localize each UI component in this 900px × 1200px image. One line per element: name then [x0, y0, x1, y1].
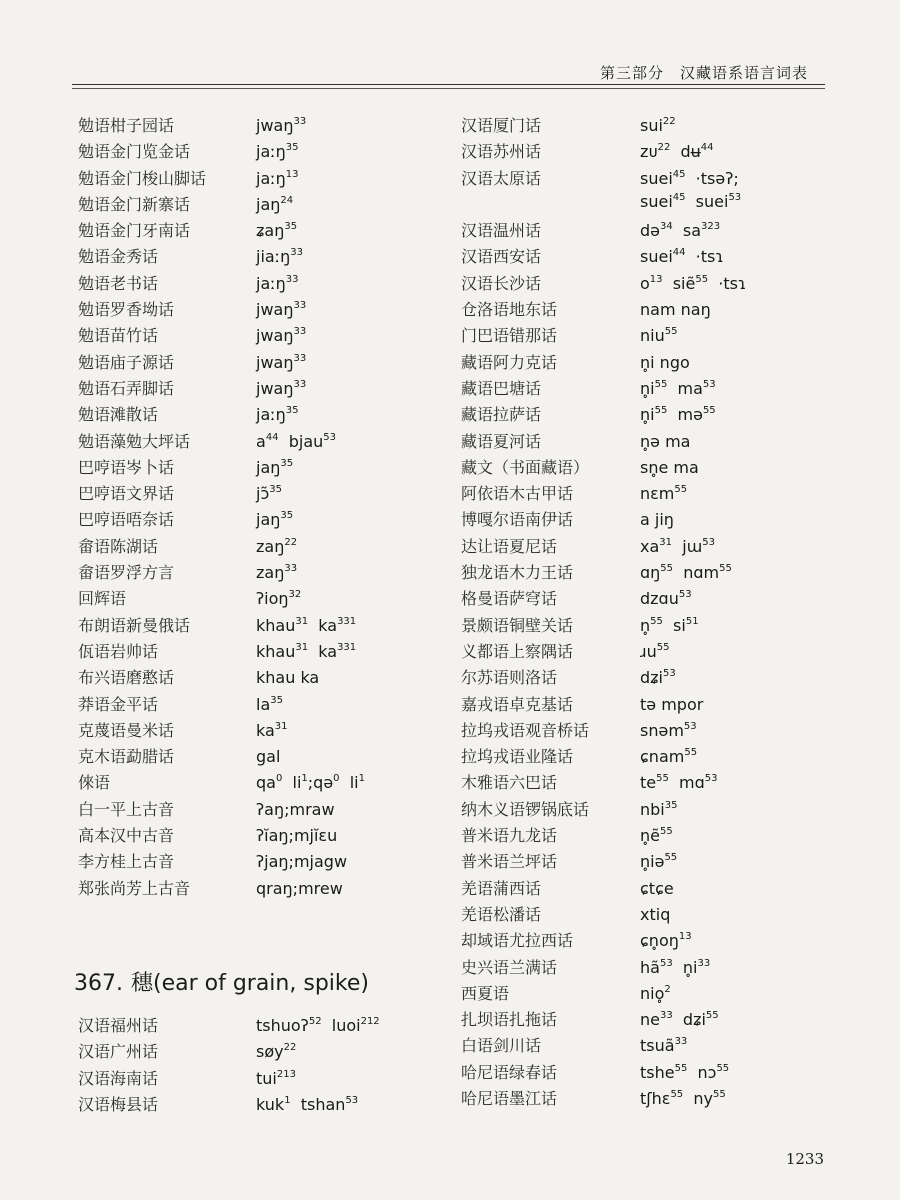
entry-row — [461, 586, 746, 612]
word-form: $n̥i^{55}$ $ma^{53}$ — [640, 378, 716, 398]
entry-row — [461, 665, 746, 691]
language-name: 达让语夏尼话 — [461, 536, 558, 556]
language-name: 藏文（书面藏语） — [461, 457, 590, 477]
language-name: 普米语兰坪话 — [461, 852, 558, 872]
word-form: jaːŋ$^{35}$ — [256, 142, 299, 162]
language-name: 倈语 — [78, 773, 111, 793]
word-form: jaːŋ$^{35}$ — [256, 405, 299, 425]
word-form: ɑŋ$^{55}$ nɑm$^{55}$ — [640, 563, 732, 583]
language-name: 回辉语 — [78, 589, 127, 609]
language-name: 勉语藻勉大坪话 — [78, 431, 191, 451]
language-name: 拉坞戎语观音桥话 — [461, 720, 590, 740]
entry-row — [78, 1092, 380, 1118]
language-name: 勉语柑子园话 — [78, 116, 175, 135]
word-form: jaŋ$^{35}$ — [256, 457, 294, 477]
language-name: 高本汉中古音 — [78, 826, 175, 846]
language-name: 阿依语木古甲话 — [461, 484, 574, 504]
language-name: 木雅语六巴话 — [461, 773, 558, 793]
language-name: 格曼语萨穹话 — [461, 589, 558, 609]
entry-row — [78, 876, 365, 902]
right-column — [461, 113, 746, 1112]
word-form: dʑi$^{53}$ — [640, 668, 676, 688]
word-form: xtiq — [640, 904, 671, 924]
entry-row — [461, 876, 746, 902]
word-form: jaŋ$^{35}$ — [256, 510, 294, 530]
entry-row — [461, 507, 746, 533]
entry-row — [78, 271, 365, 297]
entry-row — [461, 402, 746, 428]
word-form: $te^{55}$ mɑ$^{53}$ — [640, 773, 718, 793]
word-form: jwaŋ$^{33}$ — [256, 352, 307, 372]
language-name: 克蔑语曼米话 — [78, 720, 175, 740]
entry-row — [78, 613, 365, 639]
language-name: 勉语金秀话 — [78, 247, 159, 267]
entry-row — [78, 113, 365, 139]
language-name: 巴哼语文界话 — [78, 484, 175, 504]
language-name: 勉语金门梭山脚话 — [78, 168, 207, 188]
entry-row — [461, 271, 746, 297]
entry-row — [461, 376, 746, 402]
word-form: kuk$^1$ tshan$^{53}$ — [256, 1094, 359, 1114]
entry-row — [78, 244, 365, 270]
language-name: 勉语庙子源话 — [78, 352, 175, 372]
language-name: 畲语罗浮方言 — [78, 563, 175, 583]
language-name: 拉坞戎语业隆话 — [461, 747, 574, 767]
word-form: khau$^{31}$ $ka^{331}$ — [256, 641, 357, 661]
word-form: suei$^{45}$ suei$^{53}$ — [640, 191, 742, 211]
entry-row — [78, 534, 365, 560]
entry-row — [78, 797, 365, 823]
word-form: ʔaŋ;mraw — [256, 799, 335, 819]
section-entries — [78, 1013, 380, 1118]
language-name: 汉语温州话 — [461, 221, 542, 241]
entry-row — [78, 429, 365, 455]
language-name: 藏语拉萨话 — [461, 405, 542, 425]
word-form: tsuã$^{33}$ — [640, 1036, 688, 1056]
language-name: 畲语陈湖话 — [78, 536, 159, 556]
entry-row — [78, 455, 365, 481]
entry-row — [461, 1033, 746, 1059]
section-number: 367. — [74, 971, 123, 996]
language-name: 西夏语 — [461, 983, 510, 1003]
entry-row — [78, 297, 365, 323]
language-name: 羌语松潘话 — [461, 904, 542, 924]
entry-row — [461, 455, 746, 481]
language-name: 勉语金门览金话 — [78, 142, 191, 162]
language-name: 汉语广州话 — [78, 1042, 159, 1062]
word-form: ɕtɕe — [640, 878, 674, 898]
language-name: 勉语苗竹话 — [78, 326, 159, 346]
word-form: ɕnam$^{55}$ — [640, 747, 698, 767]
entry-row — [461, 560, 746, 586]
entry-row — [78, 350, 365, 376]
entry-row — [78, 718, 365, 744]
entry-row — [461, 902, 746, 928]
entry-row — [461, 534, 746, 560]
word-form: tshuoʔ$^{52}$ luoi$^{212}$ — [256, 1016, 380, 1035]
word-form: suei$^{44}$ ·tsɿ — [640, 247, 724, 267]
entry-row — [461, 323, 746, 349]
entry-row — [78, 139, 365, 165]
word-form: zaŋ$^{22}$ — [256, 536, 298, 556]
entry-row — [461, 1060, 746, 1086]
word-form: $qa^0$ $li^1;qə^0$ $li^1$ — [256, 773, 365, 793]
word-form: jɔ̃$^{35}$ — [256, 484, 282, 504]
page-number: 1233 — [785, 1150, 824, 1168]
section-title: 穗(ear of grain, spike) — [130, 971, 369, 996]
header-rule — [72, 84, 825, 85]
entry-row — [78, 849, 365, 875]
language-name: 勉语老书话 — [78, 273, 159, 293]
language-name: 勉语罗香坳话 — [78, 300, 175, 320]
language-name: 巴哼语唔奈话 — [78, 510, 175, 530]
entry-row — [78, 323, 365, 349]
header-text: 第三部分 汉藏语系语言词表 — [599, 64, 808, 82]
language-name: 莽语金平话 — [78, 694, 159, 714]
word-form: a jiŋ — [640, 510, 674, 530]
language-name: 藏语夏河话 — [461, 431, 542, 451]
entry-row — [461, 1007, 746, 1033]
word-form: n̥iə$^{55}$ — [640, 852, 678, 872]
language-name: 藏语阿力克话 — [461, 352, 558, 372]
language-name: 勉语金门牙南话 — [78, 221, 191, 241]
language-name: 布兴语磨憨话 — [78, 668, 175, 688]
word-form: jwaŋ$^{33}$ — [256, 326, 307, 346]
entry-row — [78, 665, 365, 691]
word-form: jiaːŋ$^{33}$ — [256, 247, 303, 267]
language-name: 景颇语铜壁关话 — [461, 615, 574, 635]
entry-row — [461, 192, 746, 218]
entry-row — [461, 770, 746, 796]
language-name: 汉语太原话 — [461, 168, 542, 188]
language-name: 汉语厦门话 — [461, 116, 542, 135]
entry-row — [78, 402, 365, 428]
entry-row — [461, 639, 746, 665]
language-name: 门巴语错那话 — [461, 326, 558, 346]
language-name: 普米语九龙话 — [461, 826, 558, 846]
entry-row — [78, 692, 365, 718]
word-form: snəm$^{53}$ — [640, 720, 697, 740]
language-name: 克木语勐腊话 — [78, 747, 175, 767]
word-form: jaŋ$^{24}$ — [256, 194, 294, 214]
language-name: 博嘎尔语南伊话 — [461, 510, 574, 530]
entry-row — [461, 429, 746, 455]
language-name: 勉语金门新寨话 — [78, 194, 191, 214]
entry-row — [461, 297, 746, 323]
word-form: $n̥i^{55}$ mə$^{55}$ — [640, 405, 716, 425]
entry-row — [78, 192, 365, 218]
entry-row — [461, 981, 746, 1007]
word-form: khau ka — [256, 668, 320, 688]
word-form: qraŋ;mrew — [256, 878, 343, 898]
word-form: ʔĭaŋ;mjĭɛu — [256, 826, 338, 846]
language-name: 汉语海南话 — [78, 1068, 159, 1088]
language-name: 史兴语兰满话 — [461, 957, 558, 977]
entry-row — [78, 770, 365, 796]
word-form: n̥i ngo — [640, 352, 690, 372]
word-form: $xa^{31}$ jɯ$^{53}$ — [640, 536, 715, 556]
entry-row — [461, 823, 746, 849]
entry-row — [461, 113, 746, 139]
language-name: 哈尼语绿春话 — [461, 1062, 558, 1082]
entry-row — [78, 507, 365, 533]
language-name: 藏语巴塘话 — [461, 378, 542, 398]
language-name: 汉语长沙话 — [461, 273, 542, 293]
entry-row — [461, 139, 746, 165]
entry-row — [78, 481, 365, 507]
word-form: jwaŋ$^{33}$ — [256, 378, 307, 398]
language-name: 义都语上察隅话 — [461, 641, 574, 661]
language-name: 勉语滩散话 — [78, 405, 159, 425]
word-form: $la^{35}$ — [256, 694, 283, 714]
word-form: nbi$^{35}$ — [640, 799, 678, 819]
word-form: jwaŋ$^{33}$ — [256, 300, 307, 320]
entry-row — [461, 692, 746, 718]
entry-row — [461, 218, 746, 244]
word-form: $ka^{31}$ — [256, 720, 288, 740]
entry-row — [78, 1013, 380, 1039]
entry-row — [78, 166, 365, 192]
entry-row — [78, 744, 365, 770]
language-name: 佤语岩帅话 — [78, 641, 159, 661]
word-form: n̥ə ma — [640, 431, 691, 451]
language-name: 白一平上古音 — [78, 799, 175, 819]
entry-row — [461, 350, 746, 376]
language-name: 汉语西安话 — [461, 247, 542, 267]
language-name: 汉语梅县话 — [78, 1094, 159, 1114]
language-name: 纳木义语锣锅底话 — [461, 799, 590, 819]
language-name: 独龙语木力王话 — [461, 563, 574, 583]
word-form: jaːŋ$^{13}$ — [256, 168, 299, 188]
word-form: də$^{34}$ $sa^{323}$ — [640, 221, 721, 241]
word-form: $ne^{33}$ dʑi$^{55}$ — [640, 1010, 719, 1030]
word-form: khau$^{31}$ $ka^{331}$ — [256, 615, 357, 635]
word-form: niu$^{55}$ — [640, 326, 678, 346]
language-name: 哈尼语墨江话 — [461, 1088, 558, 1108]
language-name: 布朗语新曼俄话 — [78, 615, 191, 635]
entry-row — [461, 849, 746, 875]
language-name: 汉语苏州话 — [461, 142, 542, 162]
word-form: n̥$^{55}$ $si^{51}$ — [640, 615, 699, 635]
word-form: $hã^{53}$ $n̥i^{33}$ — [640, 957, 711, 977]
language-name: 却域语尤拉西话 — [461, 931, 574, 951]
word-form: nam naŋ — [640, 300, 711, 320]
entry-row — [461, 718, 746, 744]
entry-row — [78, 1066, 380, 1092]
word-form: suei$^{45}$ ·tsəʔ; — [640, 168, 739, 188]
word-form: zᴜ$^{22}$ dʉ$^{44}$ — [640, 142, 714, 162]
word-form: jaːŋ$^{33}$ — [256, 273, 299, 293]
word-form: nio̥$^2$ — [640, 983, 671, 1003]
word-form: $a^{44}$ bjau$^{53}$ — [256, 431, 336, 451]
entry-row — [461, 1086, 746, 1112]
language-name: 李方桂上古音 — [78, 852, 175, 872]
entry-row — [461, 166, 746, 192]
word-form: ɹu$^{55}$ — [640, 641, 670, 661]
word-form: zaŋ$^{33}$ — [256, 563, 298, 583]
entry-row — [78, 586, 365, 612]
entry-row — [461, 955, 746, 981]
language-name: 白语剑川话 — [461, 1036, 542, 1056]
language-name: 汉语福州话 — [78, 1016, 159, 1035]
language-name: 勉语石弄脚话 — [78, 378, 175, 398]
language-name: 郑张尚芳上古音 — [78, 878, 191, 898]
language-name: 巴哼语岑卜话 — [78, 457, 175, 477]
language-name: 羌语蒲西话 — [461, 878, 542, 898]
language-name: 嘉戎语卓克基话 — [461, 694, 574, 714]
word-form: jwaŋ$^{33}$ — [256, 116, 307, 135]
word-form: sn̥e ma — [640, 457, 699, 477]
word-form: nɛm$^{55}$ — [640, 484, 688, 504]
entry-row — [78, 1039, 380, 1065]
entry-row — [78, 639, 365, 665]
language-name: 尔苏语则洛话 — [461, 668, 558, 688]
entry-row — [78, 560, 365, 586]
word-form: søy$^{22}$ — [256, 1042, 297, 1062]
word-form: dzɑu$^{53}$ — [640, 589, 692, 609]
word-form: ʑaŋ$^{35}$ — [256, 221, 298, 241]
word-form: sui$^{22}$ — [640, 116, 676, 135]
word-form: ʔioŋ$^{32}$ — [256, 589, 302, 609]
word-form: tʃhɛ$^{55}$ $ny^{55}$ — [640, 1088, 726, 1108]
entry-row — [461, 928, 746, 954]
word-form: gal — [256, 747, 281, 767]
left-column — [78, 113, 365, 902]
entry-row — [78, 218, 365, 244]
entry-row — [461, 244, 746, 270]
word-form: $o^{13}$ siẽ$^{55}$ ·tsɿ — [640, 273, 747, 293]
section-heading — [74, 966, 369, 997]
entry-row — [461, 797, 746, 823]
entry-row — [78, 823, 365, 849]
entry-row — [461, 481, 746, 507]
header-rule-thin — [72, 88, 825, 89]
entry-row — [78, 376, 365, 402]
entry-row — [461, 613, 746, 639]
word-form: tui$^{213}$ — [256, 1068, 296, 1088]
entry-row — [461, 744, 746, 770]
word-form: n̥ẽ$^{55}$ — [640, 826, 673, 846]
language-name: 仓洛语地东话 — [461, 300, 558, 320]
word-form: tə mpor — [640, 694, 704, 714]
word-form: tshe$^{55}$ nɔ$^{55}$ — [640, 1062, 730, 1082]
language-name: 扎坝语扎拖话 — [461, 1010, 558, 1030]
word-form: $ɕn̥oŋ^{13}$ — [640, 931, 692, 951]
word-form: ʔjaŋ;mjagw — [256, 852, 348, 872]
